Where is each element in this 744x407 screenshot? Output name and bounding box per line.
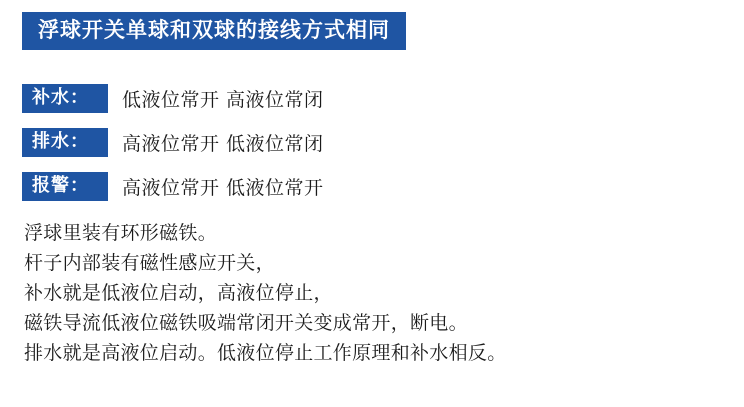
mode-row-drainage	[22, 122, 722, 162]
description-line: 排水就是高液位启动。低液位停止工作原理和补水相反。	[24, 342, 507, 364]
mode-tag-label: 报警：	[22, 172, 108, 201]
description-line: 浮球里装有环形磁铁。	[24, 222, 218, 244]
mode-list	[22, 78, 722, 210]
mode-row-alarm	[22, 166, 722, 206]
mode-row-water-supply	[22, 78, 722, 118]
mode-description: 低液位常开 高液位常闭	[122, 88, 324, 111]
mode-description: 高液位常开 低液位常开	[122, 176, 324, 199]
page-title: 浮球开关单球和双球的接线方式相同	[22, 12, 406, 50]
description-line: 补水就是低液位启动，高液位停止，	[24, 282, 333, 304]
mode-description: 高液位常开 低液位常闭	[122, 132, 324, 155]
description-line: 杆子内部装有磁性感应开关，	[24, 252, 275, 274]
mode-tag-label: 补水：	[22, 84, 108, 113]
description-paragraph	[24, 218, 730, 368]
title-banner	[22, 12, 406, 50]
mode-tag-label: 排水：	[22, 128, 108, 157]
description-line: 磁铁导流低液位磁铁吸端常闭开关变成常开，断电。	[24, 312, 468, 334]
